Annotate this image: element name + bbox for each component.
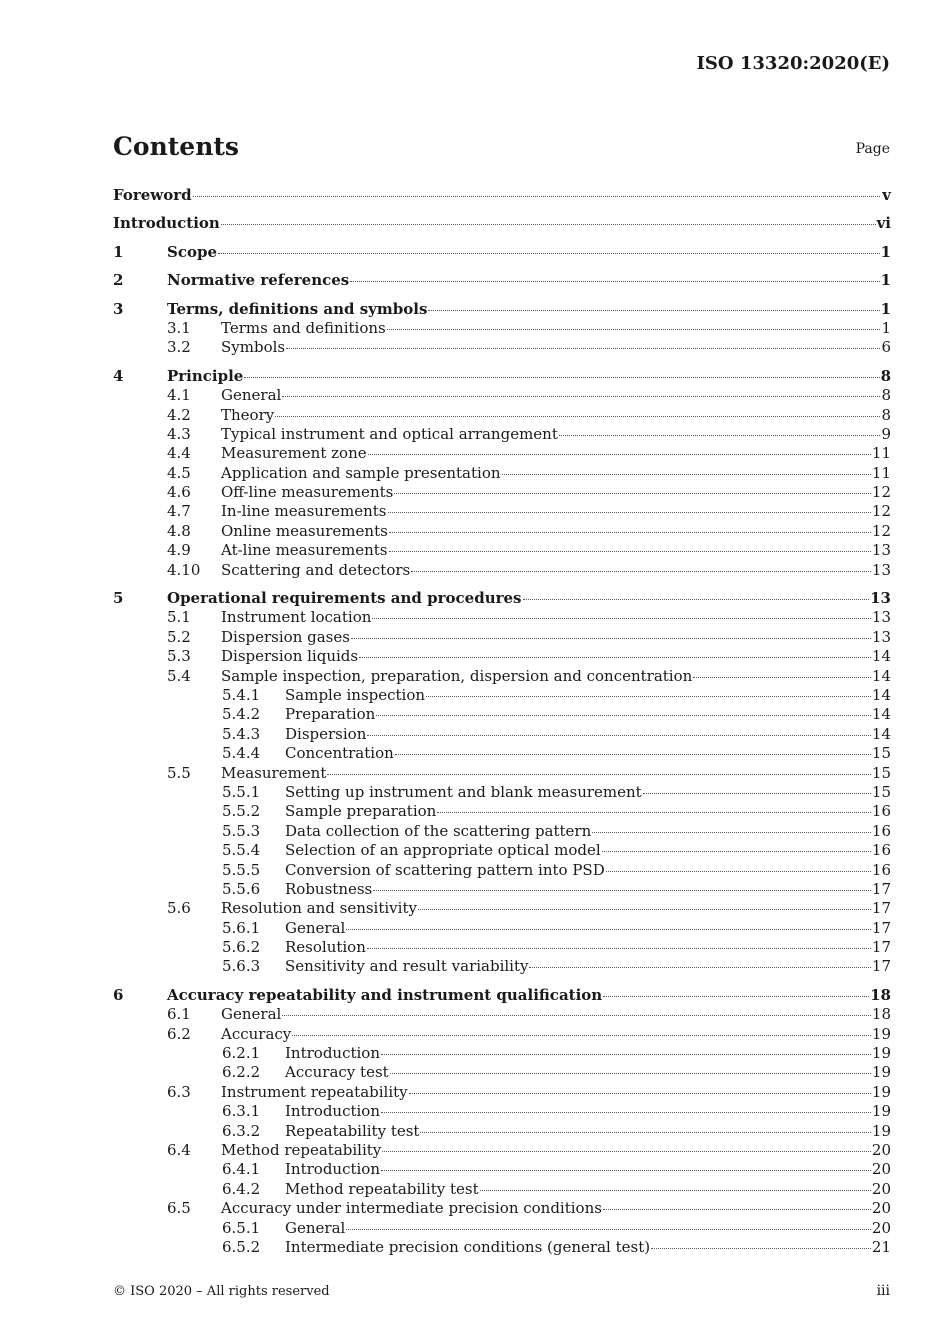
toc-entry-page: 16: [871, 860, 891, 879]
toc-entry-number: 2: [113, 271, 124, 290]
toc-entry-page: 19: [871, 1121, 891, 1140]
toc-entry[interactable]: [113, 783, 891, 802]
toc-entry-title: Setting up instrument and blank measurement: [285, 782, 642, 801]
toc-entry-title: Concentration: [285, 744, 394, 763]
toc-entry-page: 17: [871, 879, 891, 898]
toc-entry-page: 20: [871, 1160, 891, 1179]
dot-leader: [376, 714, 871, 716]
toc-entry-number: 1: [113, 242, 124, 261]
toc-entry-page: 16: [871, 841, 891, 860]
toc-entry-title: Accuracy: [221, 1024, 292, 1043]
toc-entry-page: 19: [871, 1102, 891, 1121]
dot-leader: [502, 473, 871, 475]
dot-leader: [381, 1169, 871, 1171]
toc-entry-title: General: [285, 918, 346, 937]
dot-leader: [420, 1131, 870, 1133]
dot-leader: [381, 1053, 871, 1055]
toc-entry[interactable]: [113, 367, 891, 386]
toc-entry-title: Scope: [167, 242, 218, 261]
toc-entry-title: Preparation: [285, 705, 376, 724]
toc-entry-number: 5.6.2: [222, 938, 261, 957]
toc-entry[interactable]: [113, 744, 891, 763]
toc-entry-number: 6.4.2: [222, 1179, 261, 1198]
toc-entry-page: 14: [871, 705, 891, 724]
dot-leader: [411, 570, 871, 572]
toc-entry-number: 5.5.5: [222, 860, 261, 879]
toc-entry-number: 5.4.2: [222, 705, 261, 724]
dot-leader: [390, 1072, 871, 1074]
toc-entry[interactable]: [113, 628, 891, 647]
toc-entry[interactable]: [113, 406, 891, 425]
toc-entry-page: 15: [871, 744, 891, 763]
toc-entry-number: 5.4: [167, 666, 191, 685]
toc-entry-number: 4: [113, 366, 124, 385]
toc-entry-number: 6.2.2: [222, 1063, 261, 1082]
toc-entry-title: Resolution: [285, 938, 366, 957]
toc-entry-number: 5.1: [167, 608, 191, 627]
toc-entry[interactable]: [113, 1025, 891, 1044]
toc-entry-title: Terms and definitions: [221, 318, 386, 337]
toc-entry[interactable]: [113, 1141, 891, 1160]
dot-leader: [480, 1189, 871, 1191]
dot-leader: [559, 434, 880, 436]
dot-leader: [327, 773, 871, 775]
toc-entry[interactable]: [113, 589, 891, 608]
dot-leader: [603, 995, 869, 997]
toc-entry[interactable]: [113, 667, 891, 686]
toc-entry-number: 5.2: [167, 627, 191, 646]
toc-entry-page: 16: [871, 821, 891, 840]
toc-entry-title: Dispersion liquids: [221, 647, 359, 666]
toc-entry-page: 17: [871, 938, 891, 957]
toc-entry-title: Introduction: [285, 1160, 380, 1179]
toc-entry-number: 6.3: [167, 1082, 191, 1101]
dot-leader: [367, 947, 871, 949]
toc-entry-number: 6: [113, 985, 124, 1004]
toc-entry[interactable]: [113, 300, 891, 319]
toc-entry-title: Scattering and detectors: [221, 560, 411, 579]
toc-entry-page: 12: [871, 521, 891, 540]
toc-entry-number: 4.4: [167, 444, 191, 463]
toc-entry[interactable]: [113, 1238, 891, 1257]
dot-leader: [351, 637, 871, 639]
dot-leader: [606, 870, 871, 872]
table-of-contents: [113, 186, 891, 1257]
toc-entry-page: 15: [871, 763, 891, 782]
toc-entry[interactable]: [113, 861, 891, 880]
toc-entry-title: Theory: [221, 405, 275, 424]
dot-leader: [693, 676, 871, 678]
toc-entry-number: 4.10: [167, 560, 201, 579]
toc-entry-page: 12: [871, 502, 891, 521]
toc-entry-page: 16: [871, 802, 891, 821]
toc-entry-number: 6.2: [167, 1024, 191, 1043]
dot-leader: [282, 1014, 871, 1016]
toc-entry-title: Method repeatability test: [285, 1179, 479, 1198]
toc-entry-page: 6: [881, 338, 891, 357]
toc-entry-page: 13: [871, 541, 891, 560]
toc-entry-title: Normative references: [167, 271, 350, 290]
toc-entry[interactable]: [113, 705, 891, 724]
toc-entry[interactable]: [113, 1063, 891, 1082]
dot-leader: [395, 753, 871, 755]
toc-entry-title: Introduction: [113, 214, 220, 233]
dot-leader: [275, 415, 880, 417]
toc-entry-page: 14: [871, 685, 891, 704]
toc-entry-page: 19: [871, 1082, 891, 1101]
dot-leader: [286, 347, 880, 349]
toc-entry-title: Principle: [167, 366, 244, 385]
dot-leader: [221, 223, 876, 225]
toc-entry-page: 19: [871, 1063, 891, 1082]
dot-leader: [592, 831, 871, 833]
toc-entry-number: 4.2: [167, 405, 191, 424]
toc-entry-page: 8: [880, 366, 891, 385]
dot-leader: [643, 792, 871, 794]
toc-entry-number: 5.4.3: [222, 724, 261, 743]
dot-leader: [359, 656, 871, 658]
toc-entry[interactable]: [113, 919, 891, 938]
toc-entry-title: Online measurements: [221, 521, 388, 540]
toc-entry-page: 17: [871, 899, 891, 918]
dot-leader: [603, 1208, 871, 1210]
toc-entry[interactable]: [113, 522, 891, 541]
toc-entry-title: Instrument repeatability: [221, 1082, 408, 1101]
dot-leader: [368, 453, 871, 455]
toc-entry-number: 5.4.4: [222, 744, 261, 763]
footer-page-number: iii: [876, 1283, 890, 1299]
toc-entry-number: 5.5.2: [222, 802, 261, 821]
toc-entry-number: 3: [113, 299, 124, 318]
toc-entry[interactable]: [113, 608, 891, 627]
page-column-label: Page: [855, 141, 890, 157]
toc-entry-title: Accuracy under intermediate precision conditions: [221, 1199, 602, 1218]
toc-entry-title: Terms, definitions and symbols: [167, 299, 428, 318]
toc-entry-page: 12: [871, 483, 891, 502]
toc-entry-page: 17: [871, 918, 891, 937]
toc-entry-page: 13: [870, 589, 891, 608]
toc-entry[interactable]: [113, 214, 891, 233]
dot-leader: [367, 734, 871, 736]
toc-entry-page: 20: [871, 1199, 891, 1218]
toc-entry[interactable]: [113, 1102, 891, 1121]
toc-entry[interactable]: [113, 271, 891, 290]
toc-entry-number: 6.5.2: [222, 1237, 261, 1256]
toc-entry-number: 6.4.1: [222, 1160, 261, 1179]
toc-entry-page: 20: [871, 1140, 891, 1159]
toc-entry-number: 5.6: [167, 899, 191, 918]
dot-leader: [418, 908, 871, 910]
dot-leader: [292, 1034, 871, 1036]
toc-entry-page: 21: [871, 1237, 891, 1256]
toc-entry[interactable]: [113, 1180, 891, 1199]
toc-entry-page: vi: [876, 214, 891, 233]
dot-leader: [244, 376, 879, 378]
toc-entry[interactable]: [113, 957, 891, 976]
toc-entry-title: Instrument location: [221, 608, 372, 627]
toc-entry-page: 8: [881, 405, 891, 424]
toc-entry-page: 17: [871, 957, 891, 976]
toc-entry[interactable]: [113, 822, 891, 841]
toc-entry-title: Typical instrument and optical arrangement: [221, 424, 558, 443]
toc-entry[interactable]: [113, 186, 891, 205]
toc-entry-number: 4.6: [167, 483, 191, 502]
dot-leader: [346, 1228, 871, 1230]
toc-entry-number: 5.4.1: [222, 685, 261, 704]
dot-leader: [389, 531, 871, 533]
dot-leader: [372, 617, 871, 619]
toc-entry-title: Measurement: [221, 763, 327, 782]
toc-entry-number: 6.2.1: [222, 1044, 261, 1063]
toc-entry-title: General: [221, 386, 282, 405]
dot-leader: [387, 328, 880, 330]
toc-entry-page: 14: [871, 724, 891, 743]
toc-entry[interactable]: [113, 938, 891, 957]
toc-entry-number: 5.3: [167, 647, 191, 666]
toc-entry-title: Selection of an appropriate optical model: [285, 841, 601, 860]
toc-entry-page: 13: [871, 627, 891, 646]
dot-leader: [651, 1247, 871, 1249]
toc-entry-page: 11: [871, 444, 891, 463]
document-id: ISO 13320:2020(E): [696, 53, 890, 74]
toc-entry-number: 5.6.3: [222, 957, 261, 976]
toc-entry-title: Introduction: [285, 1044, 380, 1063]
toc-entry-number: 6.5.1: [222, 1218, 261, 1237]
toc-entry-title: Introduction: [285, 1102, 380, 1121]
toc-entry-number: 4.8: [167, 521, 191, 540]
toc-entry-page: 1: [880, 271, 891, 290]
toc-entry[interactable]: [113, 561, 891, 580]
toc-entry[interactable]: [113, 1122, 891, 1141]
toc-entry[interactable]: [113, 1219, 891, 1238]
toc-entry-page: 11: [871, 463, 891, 482]
dot-leader: [193, 195, 880, 197]
toc-entry[interactable]: [113, 880, 891, 899]
toc-entry-title: General: [221, 1005, 282, 1024]
toc-entry-page: 1: [880, 242, 891, 261]
toc-entry[interactable]: [113, 386, 891, 405]
toc-entry-page: 9: [881, 424, 891, 443]
dot-leader: [381, 1111, 871, 1113]
toc-entry[interactable]: [113, 483, 891, 502]
toc-entry-page: 14: [871, 647, 891, 666]
toc-entry-page: 1: [881, 318, 891, 337]
toc-entry-title: Operational requirements and procedures: [167, 589, 522, 608]
dot-leader: [437, 811, 871, 813]
toc-entry-page: 14: [871, 666, 891, 685]
dot-leader: [394, 492, 871, 494]
toc-entry-number: 6.1: [167, 1005, 191, 1024]
toc-entry-page: 19: [871, 1024, 891, 1043]
toc-entry-number: 4.9: [167, 541, 191, 560]
dot-leader: [373, 889, 871, 891]
toc-entry-number: 5.5.4: [222, 841, 261, 860]
toc-entry-title: Sample inspection: [285, 685, 426, 704]
toc-entry-number: 5.5: [167, 763, 191, 782]
toc-entry-number: 5: [113, 589, 124, 608]
toc-entry[interactable]: [113, 764, 891, 783]
toc-entry-page: 15: [871, 782, 891, 801]
toc-entry-page: 8: [881, 386, 891, 405]
toc-entry[interactable]: [113, 1044, 891, 1063]
toc-entry-title: Resolution and sensitivity: [221, 899, 417, 918]
toc-entry[interactable]: [113, 243, 891, 262]
dot-leader: [523, 598, 870, 600]
toc-entry[interactable]: [113, 1005, 891, 1024]
toc-entry[interactable]: [113, 319, 891, 338]
dot-leader: [382, 1150, 871, 1152]
toc-entry[interactable]: [113, 1160, 891, 1179]
toc-entry-number: 4.7: [167, 502, 191, 521]
toc-entry-number: 4.3: [167, 424, 191, 443]
dot-leader: [350, 280, 879, 282]
toc-entry[interactable]: [113, 464, 891, 483]
dot-leader: [602, 850, 871, 852]
toc-entry[interactable]: [113, 444, 891, 463]
dot-leader: [389, 550, 871, 552]
toc-entry-title: Symbols: [221, 338, 286, 357]
toc-entry[interactable]: [113, 986, 891, 1005]
toc-entry-title: Robustness: [285, 879, 373, 898]
copyright-notice: © ISO 2020 – All rights reserved: [113, 1284, 330, 1299]
dot-leader: [282, 395, 880, 397]
toc-entry[interactable]: [113, 541, 891, 560]
toc-entry-number: 5.5.6: [222, 879, 261, 898]
toc-entry-page: 13: [871, 608, 891, 627]
toc-entry-title: General: [285, 1218, 346, 1237]
toc-entry-number: 6.3.1: [222, 1102, 261, 1121]
toc-entry-page: 18: [871, 1005, 891, 1024]
dot-leader: [346, 928, 871, 930]
toc-entry-title: Foreword: [113, 186, 192, 204]
page-title: Contents: [113, 132, 240, 161]
toc-entry[interactable]: [113, 686, 891, 705]
toc-entry[interactable]: [113, 899, 891, 918]
toc-entry-title: Repeatability test: [285, 1121, 420, 1140]
toc-entry-number: 4.1: [167, 386, 191, 405]
toc-entry-title: In-line measurements: [221, 502, 387, 521]
dot-leader: [426, 695, 871, 697]
toc-entry-page: v: [882, 186, 891, 204]
toc-entry-page: 19: [871, 1044, 891, 1063]
toc-entry[interactable]: [113, 1083, 891, 1102]
toc-entry-number: 6.3.2: [222, 1121, 261, 1140]
dot-leader: [428, 309, 879, 311]
toc-entry-number: 5.5.3: [222, 821, 261, 840]
toc-entry-number: 4.5: [167, 463, 191, 482]
toc-entry-title: Application and sample presentation: [221, 463, 501, 482]
toc-entry-title: Accuracy test: [285, 1063, 389, 1082]
toc-entry[interactable]: [113, 338, 891, 357]
toc-entry[interactable]: [113, 725, 891, 744]
toc-entry-title: Dispersion: [285, 724, 367, 743]
toc-entry-number: 5.6.1: [222, 918, 261, 937]
toc-entry-number: 6.4: [167, 1140, 191, 1159]
toc-entry-title: Data collection of the scattering pattern: [285, 821, 592, 840]
toc-entry[interactable]: [113, 1199, 891, 1218]
toc-entry-number: 3.2: [167, 338, 191, 357]
toc-entry-title: At-line measurements: [221, 541, 388, 560]
toc-entry-title: Sensitivity and result variability: [285, 957, 529, 976]
toc-entry-title: Dispersion gases: [221, 627, 350, 646]
toc-entry-title: Accuracy repeatability and instrument qualification: [167, 985, 603, 1004]
toc-entry-title: Sample preparation: [285, 802, 437, 821]
dot-leader: [409, 1092, 871, 1094]
toc-entry-title: Sample inspection, preparation, dispersion and concentration: [221, 666, 693, 685]
toc-entry-number: 5.5.1: [222, 782, 261, 801]
dot-leader: [218, 252, 880, 254]
toc-entry[interactable]: [113, 647, 891, 666]
dot-leader: [529, 966, 870, 968]
toc-entry-title: Off-line measurements: [221, 483, 394, 502]
toc-entry-page: 18: [870, 985, 891, 1004]
toc-entry[interactable]: [113, 802, 891, 821]
toc-entry[interactable]: [113, 425, 891, 444]
dot-leader: [388, 511, 871, 513]
toc-entry-title: Intermediate precision conditions (general test): [285, 1237, 651, 1256]
toc-entry-page: 20: [871, 1179, 891, 1198]
toc-entry-page: 20: [871, 1218, 891, 1237]
toc-entry-number: 6.5: [167, 1199, 191, 1218]
toc-entry[interactable]: [113, 841, 891, 860]
toc-entry[interactable]: [113, 502, 891, 521]
toc-entry-page: 1: [880, 299, 891, 318]
toc-entry-number: 3.1: [167, 318, 191, 337]
toc-entry-title: Measurement zone: [221, 444, 367, 463]
toc-entry-title: Conversion of scattering pattern into PSD: [285, 860, 605, 879]
toc-entry-title: Method repeatability: [221, 1140, 382, 1159]
toc-entry-page: 13: [871, 560, 891, 579]
